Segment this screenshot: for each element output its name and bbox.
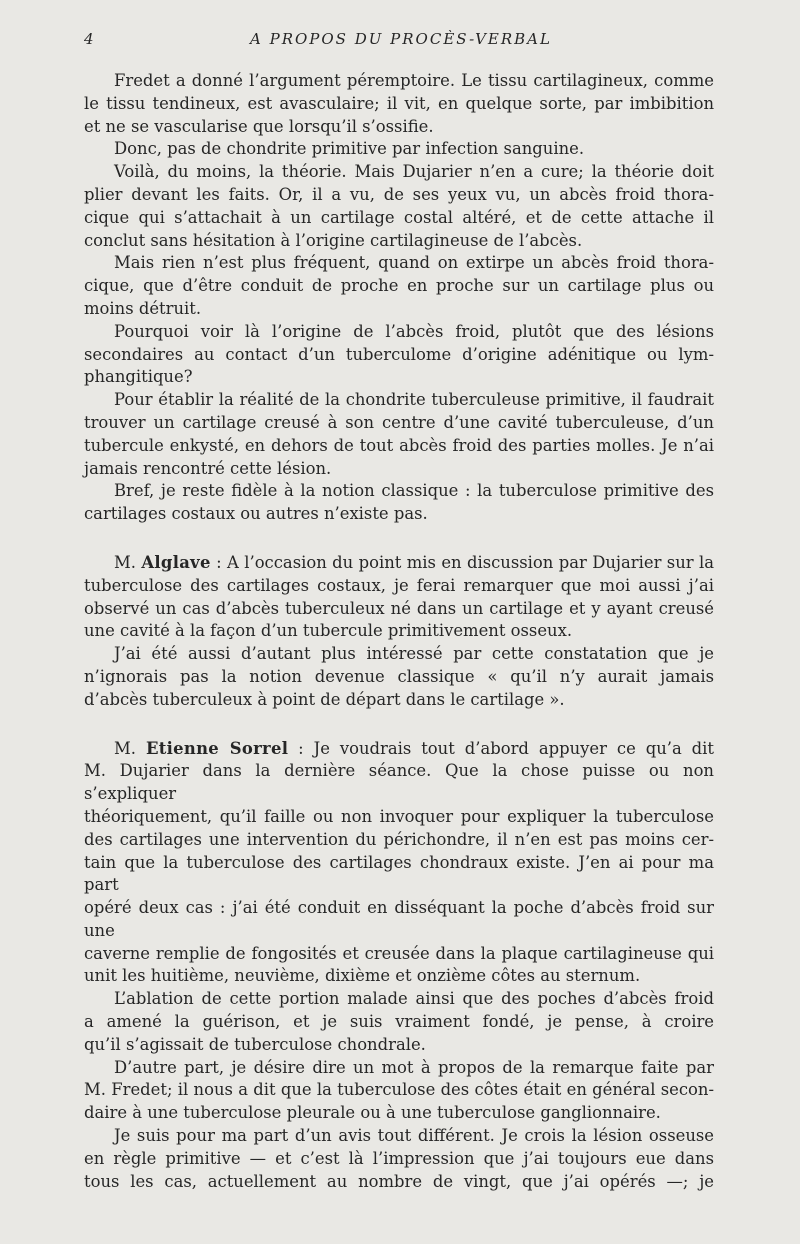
text-line: Pour établir la réalité de la chondrite tuberculeuse primitive, il faudrait bbox=[114, 390, 714, 410]
speaker-name: Etienne Sorrel bbox=[145, 738, 289, 758]
text-line: caverne remplie de fongosités et creusée dans la plaque cartilagineuse qui bbox=[84, 943, 714, 963]
text-line: une cavité à la façon d’un tubercule primitivement osseux. bbox=[84, 621, 573, 641]
speaker-line bbox=[84, 738, 714, 761]
paragraph-p2 bbox=[84, 138, 714, 161]
text-line: théoriquement, qu’il faille ou non invoquer pour expliquer la tuberculose bbox=[84, 806, 714, 826]
text-line: opéré deux cas : j’ai été conduit en disséquant la poche d’abcès froid sur une bbox=[84, 898, 714, 940]
speaker-prefix: M. bbox=[114, 552, 142, 572]
paragraph-gap bbox=[84, 712, 714, 738]
paragraph-p6 bbox=[84, 389, 714, 480]
text-line: daire à une tuberculose pleurale ou à une tuberculose ganglionnaire. bbox=[84, 1103, 661, 1123]
text-line: a amené la guérison, et je suis vraiment fondé, je pense, à croire bbox=[84, 1012, 714, 1032]
text-line: moins détruit. bbox=[84, 298, 202, 318]
speaker-prefix: M. bbox=[114, 738, 146, 758]
text-line: trouver un cartilage creusé à son centre d’une cavité tuberculeuse, d’un bbox=[84, 412, 714, 432]
text-line: cartilages costaux ou autres n’existe pas. bbox=[84, 504, 428, 524]
text-line: M. Dujarier dans la dernière séance. Que la chose puisse ou non s’expliquer bbox=[84, 761, 714, 804]
text-line: qu’il s’agissait de tuberculose chondrale. bbox=[84, 1034, 426, 1054]
text-line: M. Fredet; il nous a dit que la tuberculose des côtes était en général secon- bbox=[84, 1080, 714, 1100]
text-line: tous les cas, actuellement au nombre de vingt, que j’ai opérés —; je bbox=[84, 1171, 714, 1191]
text-line: Bref, je reste fidèle à la notion classique : la tuberculose primitive des bbox=[114, 481, 714, 501]
text-line: n’ignorais pas la notion devenue classique « qu’il n’y aurait jamais bbox=[84, 666, 714, 686]
text-line: phangitique? bbox=[84, 367, 193, 387]
text-line: plier devant les faits. Or, il a vu, de ses yeux vu, un abcès froid thora- bbox=[84, 184, 714, 204]
text-line: Fredet a donné l’argument péremptoire. Le tissu cartilagineux, comme bbox=[114, 71, 714, 90]
paragraph-p3 bbox=[84, 161, 714, 252]
text-line: Voilà, du moins, la théorie. Mais Dujarier n’en a cure; la théorie doit bbox=[114, 162, 714, 182]
text-line: en règle primitive — et c’est là l’impression que j’ai toujours eue dans bbox=[84, 1148, 714, 1168]
text-line: Donc, pas de chondrite primitive par infection sanguine. bbox=[114, 139, 585, 159]
paragraph-p8 bbox=[84, 552, 714, 643]
speaker-line bbox=[84, 552, 714, 575]
text-line: unit les huitième, neuvième, dixième et onzième côtes au sternum. bbox=[84, 966, 641, 986]
speaker-remark: : Je voudrais tout d’abord appuyer ce qu’a dit bbox=[288, 738, 714, 758]
text-line: Je suis pour ma part d’un avis tout différent. Je crois la lésion osseuse bbox=[114, 1126, 714, 1146]
paragraph-p12 bbox=[84, 1057, 714, 1125]
text-line: J’ai été aussi d’autant plus intéressé par cette constatation que je bbox=[114, 644, 714, 664]
paragraph-p7 bbox=[84, 480, 714, 526]
text-line: des cartilages une intervention du périchondre, il n’en est pas moins cer- bbox=[84, 829, 714, 849]
running-header bbox=[0, 30, 800, 50]
text-line: et ne se vascularise que lorsqu’il s’ossifie. bbox=[84, 116, 434, 136]
text-line: L’ablation de cette portion malade ainsi que des poches d’abcès froid bbox=[114, 989, 714, 1009]
text-line: cique, que d’être conduit de proche en proche sur un cartilage plus ou bbox=[84, 276, 714, 296]
text-line: observé un cas d’abcès tuberculeux né dans un cartilage et y ayant creusé bbox=[84, 598, 714, 618]
text-line: cique qui s’attachait à un cartilage costal altéré, et de cette attache il bbox=[84, 207, 714, 227]
text-line: conclut sans hésitation à l’origine cartilagineuse de l’abcès. bbox=[84, 230, 583, 250]
paragraph-p4 bbox=[84, 252, 714, 320]
body-text bbox=[84, 70, 714, 1193]
speaker-name: Alglave bbox=[141, 552, 211, 572]
text-line: tuberculose des cartilages costaux, je ferai remarquer que moi aussi j’ai bbox=[84, 575, 714, 595]
text-line: Mais rien n’est plus fréquent, quand on extirpe un abcès froid thora- bbox=[114, 253, 714, 273]
paragraph-p13 bbox=[84, 1125, 714, 1193]
page-number: 4 bbox=[84, 30, 95, 48]
paragraph-p11 bbox=[84, 988, 714, 1056]
paragraph-p1 bbox=[84, 70, 714, 138]
text-line: jamais rencontré cette lésion. bbox=[84, 458, 332, 478]
text-line: d’abcès tuberculeux à point de départ dans le cartilage ». bbox=[84, 689, 565, 709]
running-title: A PROPOS DU PROCÈS-VERBAL bbox=[250, 30, 552, 48]
text-line: tain que la tuberculose des cartilages chondraux existe. J’en ai pour ma part bbox=[84, 852, 714, 895]
paragraph-p5 bbox=[84, 321, 714, 389]
paragraph-p9 bbox=[84, 643, 714, 711]
text-line: le tissu tendineux, est avasculaire; il vit, en quelque sorte, par imbibition bbox=[84, 93, 714, 113]
speaker-remark: : A l’occasion du point mis en discussion par Dujarier sur la bbox=[210, 552, 715, 572]
text-line: Pourquoi voir là l’origine de l’abcès froid, plutôt que des lésions bbox=[114, 321, 714, 341]
paragraph-gap bbox=[84, 526, 714, 552]
paragraph-p10 bbox=[84, 738, 714, 989]
text-line: D’autre part, je désire dire un mot à propos de la remarque faite par bbox=[114, 1057, 714, 1077]
text-line: secondaires au contact d’un tuberculome d’origine adénitique ou lym- bbox=[84, 344, 714, 364]
text-line: tubercule enkysté, en dehors de tout abcès froid des parties molles. Je n’ai bbox=[84, 435, 714, 455]
